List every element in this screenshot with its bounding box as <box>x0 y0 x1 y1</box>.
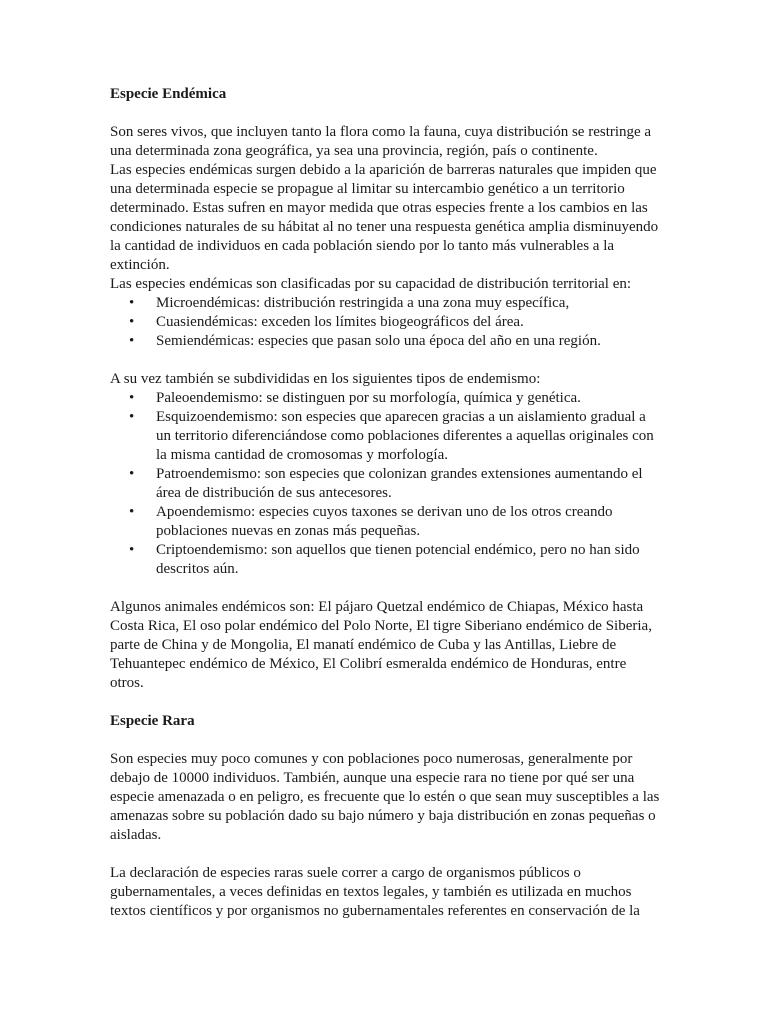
paragraph-rara-declaration: La declaración de especies raras suele correr a cargo de organismos públicos o gubernamentales, a veces definidas en textos legales, y también es utilizada en muchos textos científicos y por organismos no gubernamentales referentes en conservación de la <box>110 865 640 919</box>
spacer <box>110 845 662 864</box>
list-item: • Microendémicas: distribución restringida a una zona muy específica, <box>110 294 662 313</box>
heading-especie-endemica: Especie Endémica <box>110 86 227 102</box>
list-item: • Semiendémicas: especies que pasan solo una época del año en una región. <box>110 332 662 351</box>
paragraph-subdivision-intro: A su vez también se subdivididas en los siguientes tipos de endemismo: <box>110 371 541 387</box>
spacer <box>110 104 662 123</box>
document-body <box>110 85 662 921</box>
list-classification <box>110 294 662 351</box>
spacer <box>110 579 662 598</box>
paragraph-intro-definition: Son seres vivos, que incluyen tanto la flora como la fauna, cuya distribución se restringe a una determinada zona geográfica, ya sea una provincia, región, país o continente. <box>110 124 652 159</box>
paragraph-rara-definition: Son especies muy poco comunes y con poblaciones poco numerosas, generalmente por debajo de 10000 individuos. También, aunque una especie rara no tiene por qué ser una especie amenazada o en peligro, es frecuente que lo estén o que sean muy susceptibles a las amenazas sobre su población dado su bajo número y baja distribución en zonas pequeñas o aisladas. <box>110 751 660 843</box>
list-item: • Cuasiendémicas: exceden los límites biogeográficos del área. <box>110 313 662 332</box>
list-item: • Apoendemismo: especies cuyos taxones se derivan uno de los otros creando poblaciones nuevas en zonas más pequeñas. <box>110 503 662 541</box>
list-item: • Paleoendemismo: se distinguen por su morfología, química y genética. <box>110 389 662 408</box>
list-item: • Criptoendemismo: son aquellos que tienen potencial endémico, pero no han sido descritos aún. <box>110 541 662 579</box>
list-subdivision <box>110 389 662 579</box>
spacer <box>110 351 662 370</box>
heading-especie-rara: Especie Rara <box>110 713 195 729</box>
spacer <box>110 693 662 712</box>
list-item: • Patroendemismo: son especies que colonizan grandes extensiones aumentando el área de distribución de sus antecesores. <box>110 465 662 503</box>
spacer <box>110 731 662 750</box>
paragraph-examples: Algunos animales endémicos son: El pájaro Quetzal endémico de Chiapas, México hasta Costa Rica, El oso polar endémico del Polo Norte, El tigre Siberiano endémico de Siberia, parte de China y de Mongolia, El manatí endémico de Cuba y las Antillas, Liebre de Tehuantepec endémico de México, El Colibrí esmeralda endémico de Honduras, entre otros. <box>110 599 652 691</box>
paragraph-classification-intro: Las especies endémicas son clasificadas por su capacidad de distribución territorial en: <box>110 276 632 292</box>
paragraph-intro-barriers: Las especies endémicas surgen debido a la aparición de barreras naturales que impiden que una determinada especie se propague al limitar su intercambio genético a un territorio determinado. Estas sufren en mayor medida que otras especies frente a los cambios en las condiciones naturales de su hábitat al no tener una respuesta genética amplia disminuyendo la cantidad de individuos en cada población siendo por lo tanto más vulnerables a la extinción. <box>110 162 659 273</box>
list-item: • Esquizoendemismo: son especies que aparecen gracias a un aislamiento gradual a un territorio diferenciándose como poblaciones diferentes a aquellas originales con la misma cantidad de cromosomas y morfología. <box>110 408 662 465</box>
